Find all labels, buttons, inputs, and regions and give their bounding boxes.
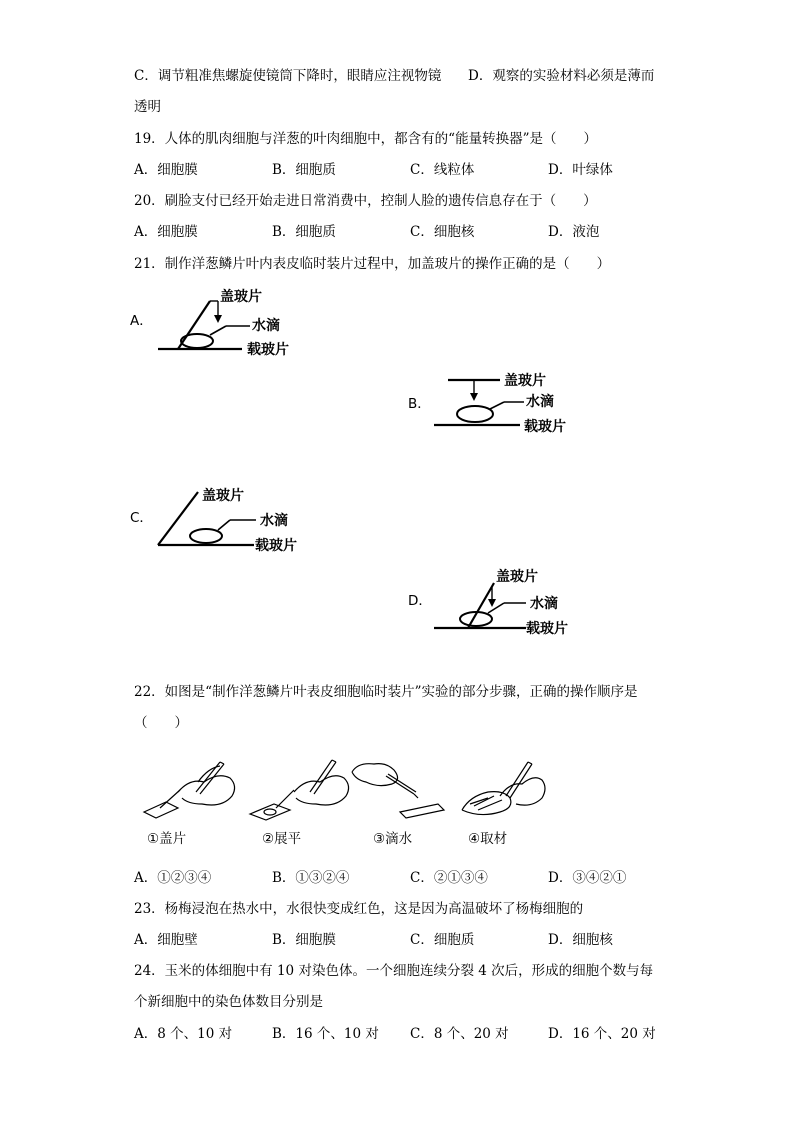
step-drip-water-illustration [352, 764, 444, 818]
q21-d-water-label: 水滴 [530, 596, 558, 612]
q24-stem: 24．玉米的体细胞中有 10 对染色体。一个细胞连续分裂 4 次后，形成的细胞个数与每 [134, 963, 654, 979]
q22-caption-4: ④取材 [468, 831, 508, 847]
q23-stem: 23．杨梅浸泡在热水中，水很快变成红色，这是因为高温破坏了杨梅细胞的 [134, 901, 584, 917]
q21-stem: 21．制作洋葱鳞片叶内表皮临时装片过程中，加盖玻片的操作正确的是（ ） [134, 256, 611, 272]
q21-b-slide-label: 载玻片 [524, 419, 566, 435]
q21-c-water-label: 水滴 [260, 513, 288, 529]
q24-stem-continued: 个新细胞中的染色体数目分别是 [134, 994, 323, 1010]
q22-illustrations [138, 752, 548, 822]
q22-stem: 22．如图是“制作洋葱鳞片叶表皮细胞临时装片”实验的部分步骤，正确的操作顺序是 [134, 684, 638, 700]
q18-option-d: D．观察的实验材料必须是薄而 [468, 68, 655, 84]
q22-caption-1: ①盖片 [147, 831, 187, 847]
q19-option-a: A．细胞膜 [134, 162, 198, 178]
q23-option-b: B．细胞膜 [272, 932, 336, 948]
q21-c-slide-label: 载玻片 [255, 538, 297, 554]
q24-option-b: B．16 个、10 对 [272, 1026, 379, 1042]
q19-option-c: C．线粒体 [410, 162, 475, 178]
q23-option-a: A．细胞壁 [134, 932, 198, 948]
q24-option-c: C．8 个、20 对 [410, 1026, 509, 1042]
q19-stem: 19．人体的肌肉细胞与洋葱的叶肉细胞中，都含有的“能量转换器”是（ ） [134, 131, 597, 147]
q20-option-a: A．细胞膜 [134, 224, 198, 240]
q20-option-d: D．液泡 [548, 224, 600, 240]
q23-option-d: D．细胞核 [548, 932, 613, 948]
step-take-material-illustration [462, 762, 545, 815]
q22-option-d: D．③④②① [548, 870, 627, 886]
q20-option-c: C．细胞核 [410, 224, 475, 240]
step-cover-illustration [144, 762, 235, 818]
q21-diagram-c [130, 480, 330, 560]
q21-diagram-d [408, 563, 608, 643]
q24-option-a: A．8 个、10 对 [134, 1026, 233, 1042]
q21-d-slide-label: 载玻片 [526, 621, 568, 637]
q21-a-cover-label: 盖玻片 [220, 289, 262, 305]
q18-option-c: C．调节粗准焦螺旋使镜筒下降时，眼睛应注视物镜 [134, 68, 442, 84]
q21-b-cover-label: 盖玻片 [504, 373, 546, 389]
q18-option-d-continued: 透明 [134, 99, 161, 115]
q21-d-cover-label: 盖玻片 [496, 569, 538, 585]
q20-option-b: B．细胞质 [272, 224, 336, 240]
q21-a-slide-label: 载玻片 [247, 342, 289, 358]
q21-letter-b: B． [408, 396, 431, 412]
q21-a-water-label: 水滴 [252, 318, 280, 334]
q22-stem-continued: （ ） [134, 715, 188, 731]
q21-diagram-a [130, 283, 330, 368]
q21-c-cover-label: 盖玻片 [202, 488, 244, 504]
q22-caption-2: ②展平 [262, 831, 302, 847]
q21-letter-a: A． [130, 313, 153, 329]
q22-option-a: A．①②③④ [134, 870, 212, 886]
q19-option-d: D．叶绿体 [548, 162, 613, 178]
q24-option-d: D．16 个、20 对 [548, 1026, 656, 1042]
q23-option-c: C．细胞质 [410, 932, 475, 948]
q21-letter-c: C． [130, 510, 153, 526]
q21-b-water-label: 水滴 [526, 394, 554, 410]
q22-option-b: B．①③②④ [272, 870, 350, 886]
q22-option-c: C．②①③④ [410, 870, 488, 886]
q19-option-b: B．细胞质 [272, 162, 336, 178]
q21-letter-d: D． [408, 593, 432, 609]
q22-caption-3: ③滴水 [373, 831, 413, 847]
q20-stem: 20．刷脸支付已经开始走进日常消费中，控制人脸的遗传信息存在于（ ） [134, 193, 597, 209]
step-spread-illustration [250, 760, 349, 820]
q21-diagram-b [408, 368, 608, 443]
